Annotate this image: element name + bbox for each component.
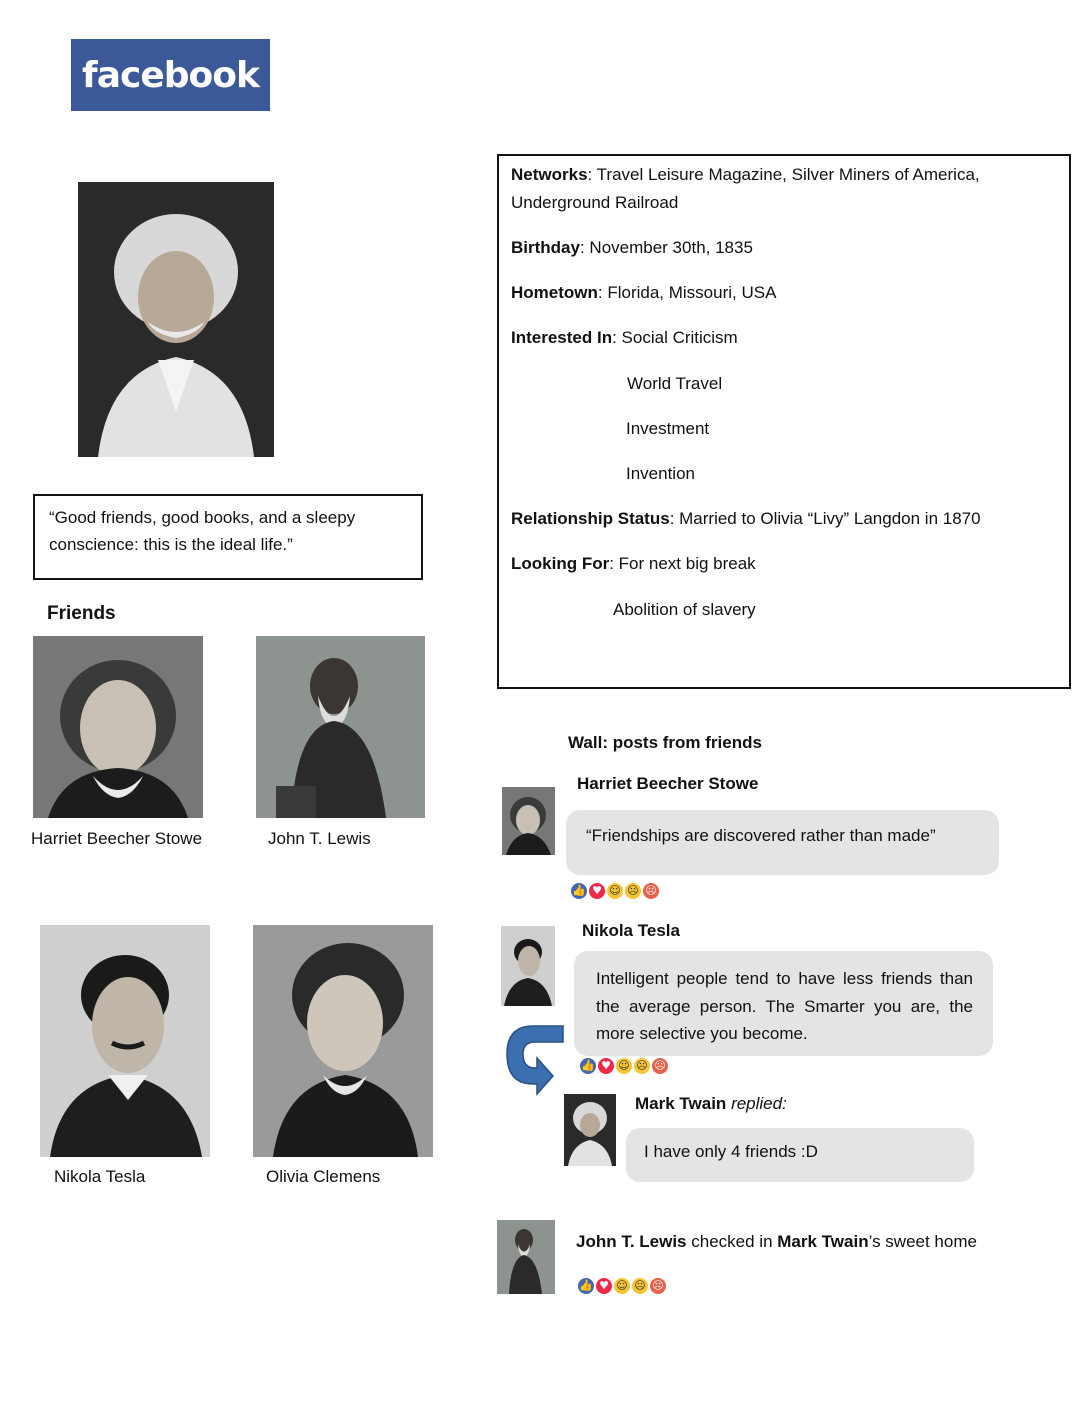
haha-icon[interactable]: ☺	[607, 883, 623, 899]
friend-photo-tesla[interactable]	[40, 925, 210, 1157]
profile-photo	[78, 182, 274, 457]
friend-photo-olivia[interactable]	[253, 925, 433, 1157]
angry-icon[interactable]: ☹	[643, 883, 659, 899]
profile-quote: “Good friends, good books, and a sleepy conscience: this is the ideal life.”	[33, 494, 423, 580]
reply-verb: replied:	[731, 1094, 787, 1113]
interest-item: Investment	[626, 419, 710, 438]
checkin-text	[576, 1232, 977, 1252]
networks-value: : Travel Leisure Magazine, Silver Miners of America,	[587, 165, 980, 184]
interest-item: World Travel	[627, 374, 723, 393]
haha-icon[interactable]: ☺	[614, 1278, 630, 1294]
interested-value: : Social Criticism	[612, 328, 738, 347]
friend-photo-harriet[interactable]	[33, 636, 203, 818]
networks-line-2: Underground Railroad	[511, 193, 679, 212]
post-reactions[interactable]	[580, 1058, 668, 1074]
post-author[interactable]: Nikola Tesla	[582, 921, 680, 940]
like-icon[interactable]: 👍	[581, 1059, 595, 1072]
like-icon[interactable]: 👍	[572, 884, 586, 897]
looking-label: Looking For	[511, 554, 610, 573]
interest-item: Invention	[626, 464, 695, 483]
angry-icon[interactable]: ☹	[650, 1278, 666, 1294]
post-author[interactable]: Harriet Beecher Stowe	[577, 774, 759, 793]
post-reactions[interactable]	[578, 1278, 666, 1294]
post-avatar-tesla[interactable]	[501, 926, 555, 1006]
love-icon[interactable]: ♥	[596, 1278, 612, 1294]
love-icon[interactable]: ♥	[598, 1058, 614, 1074]
like-icon[interactable]: 👍	[579, 1279, 593, 1292]
sad-icon[interactable]: ☹	[632, 1278, 648, 1294]
sad-icon[interactable]: ☹	[625, 883, 641, 899]
post-reactions[interactable]	[571, 883, 659, 899]
haha-icon[interactable]: ☺	[616, 1058, 632, 1074]
birthday-value: : November 30th, 1835	[579, 238, 753, 257]
birthday-line	[511, 234, 753, 262]
relationship-line	[511, 505, 981, 533]
checkin-author[interactable]: John T. Lewis	[576, 1232, 687, 1251]
checkin-suffix: ’s sweet home	[868, 1232, 977, 1251]
profile-info-box	[497, 154, 1071, 689]
post-bubble: Intelligent people tend to have less friends than the average person. The Smarter you are, the more selective you become.	[574, 951, 993, 1056]
checkin-owner[interactable]: Mark Twain	[777, 1232, 869, 1251]
friends-title: Friends	[47, 603, 116, 624]
wall-title: Wall: posts from friends	[568, 733, 762, 752]
checkin-middle: checked in	[686, 1232, 778, 1251]
interested-line	[511, 324, 738, 352]
birthday-label: Birthday	[511, 238, 580, 257]
hometown-label: Hometown	[511, 283, 598, 302]
friend-name-john[interactable]: John T. Lewis	[268, 829, 371, 848]
friend-photo-john[interactable]	[256, 636, 425, 818]
checkin-avatar-john[interactable]	[497, 1220, 555, 1294]
hometown-value: : Florida, Missouri, USA	[597, 283, 777, 302]
relationship-label: Relationship Status	[511, 509, 670, 528]
friend-name-harriet[interactable]: Harriet Beecher Stowe	[31, 829, 203, 848]
sad-icon[interactable]: ☹	[634, 1058, 650, 1074]
relationship-value: : Married to Olivia “Livy” Langdon in 1870	[669, 509, 981, 528]
facebook-logo[interactable]: facebook	[71, 39, 270, 111]
reply-author[interactable]: Mark Twain	[635, 1094, 727, 1113]
reply-header	[635, 1094, 787, 1114]
friend-name-tesla[interactable]: Nikola Tesla	[54, 1167, 146, 1186]
networks-label: Networks	[511, 165, 588, 184]
reply-avatar-twain[interactable]	[564, 1094, 616, 1166]
friend-name-olivia[interactable]: Olivia Clemens	[266, 1167, 381, 1186]
post-avatar-harriet[interactable]	[502, 787, 555, 855]
looking-item: Abolition of slavery	[613, 600, 756, 619]
reply-bubble: I have only 4 friends :D	[626, 1128, 974, 1182]
interested-label: Interested In	[511, 328, 613, 347]
reply-arrow-icon	[503, 1024, 567, 1098]
networks-line	[511, 161, 980, 189]
post-bubble: “Friendships are discovered rather than made”	[566, 810, 999, 875]
angry-icon[interactable]: ☹	[652, 1058, 668, 1074]
looking-line	[511, 550, 756, 578]
hometown-line	[511, 279, 776, 307]
looking-value: : For next big break	[609, 554, 756, 573]
love-icon[interactable]: ♥	[589, 883, 605, 899]
